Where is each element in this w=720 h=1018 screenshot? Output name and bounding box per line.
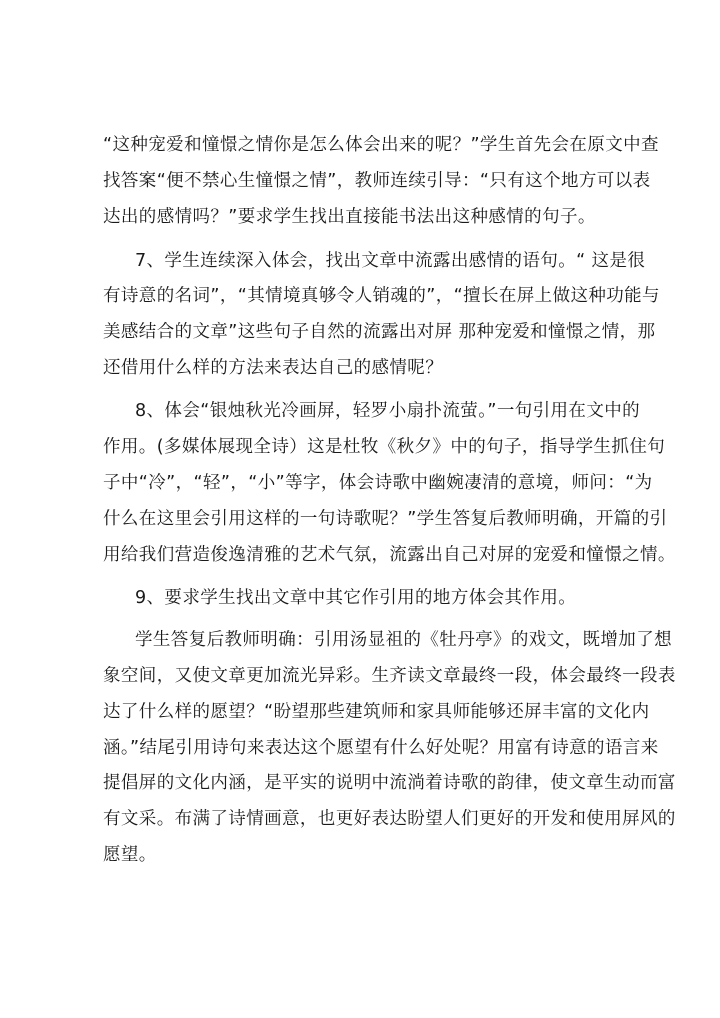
text-line: 7、学生连续深入体会，找出文章中流露出感情的语句。“ 这是很	[135, 251, 646, 271]
text-line: 学生答复后教师明确：引用汤显祖的《牡丹亭》的戏文，既增加了想	[135, 630, 672, 650]
text-line: 找答案“便不禁心生憧憬之情”，教师连续引导：“只有这个地方可以表	[103, 171, 651, 191]
text-line: 还借用什么样的方法来表达自己的感情呢？	[103, 358, 444, 378]
text-line: 涵。”结尾引用诗句来表达这个愿望有什么好处呢？用富有诗意的语言来	[103, 738, 659, 758]
text-line: “这种宠爱和憧憬之情你是怎么体会出来的呢？”学生首先会在原文中查	[103, 135, 659, 155]
text-line: 什么在这里会引用这样的一句诗歌呢？”学生答复后教师明确，开篇的引	[103, 509, 668, 529]
text-line: 有诗意的名词”，“其情境真够令人销魂的”，“擅长在屏上做这种功能与	[103, 286, 660, 306]
text-line: 象空间，又使文章更加流光异彩。生齐读文章最终一段，体会最终一段表	[103, 666, 676, 686]
text-line: 达了什么样的愿望？“盼望那些建筑师和家具师能够还屏丰富的文化内	[103, 702, 650, 722]
text-line: 9、要求学生找出文章中其它作引用的地方体会其作用。	[135, 588, 577, 608]
text-line: 用给我们营造俊逸清雅的艺术气氛，流露出自己对屏的宠爱和憧憬之情。	[103, 545, 676, 565]
text-line: 子中“冷”，“轻”，“小”等字，体会诗歌中幽婉凄清的意境，师问：“为	[103, 473, 653, 493]
text-line: 提倡屏的文化内涵，是平实的说明中流淌着诗歌的韵律，使文章生动而富	[103, 773, 676, 793]
text-line: 8、体会“银烛秋光冷画屏，轻罗小扇扑流萤。”一句引用在文中的	[135, 401, 641, 421]
text-line: 美感结合的文章”这些句子自然的流露出对屏 那种宠爱和憧憬之情，那	[103, 322, 656, 342]
text-line: 有文采。布满了诗情画意，也更好表达盼望人们更好的开发和使用屏风的	[103, 809, 676, 829]
text-line: 作用。(多媒体展现全诗）这是杜牧《秋夕》中的句子，指导学生抓住句	[103, 437, 666, 457]
text-line: 愿望。	[103, 845, 157, 865]
text-line: 达出的感情吗？”要求学生找出直接能书法出这种感情的句子。	[103, 207, 596, 227]
